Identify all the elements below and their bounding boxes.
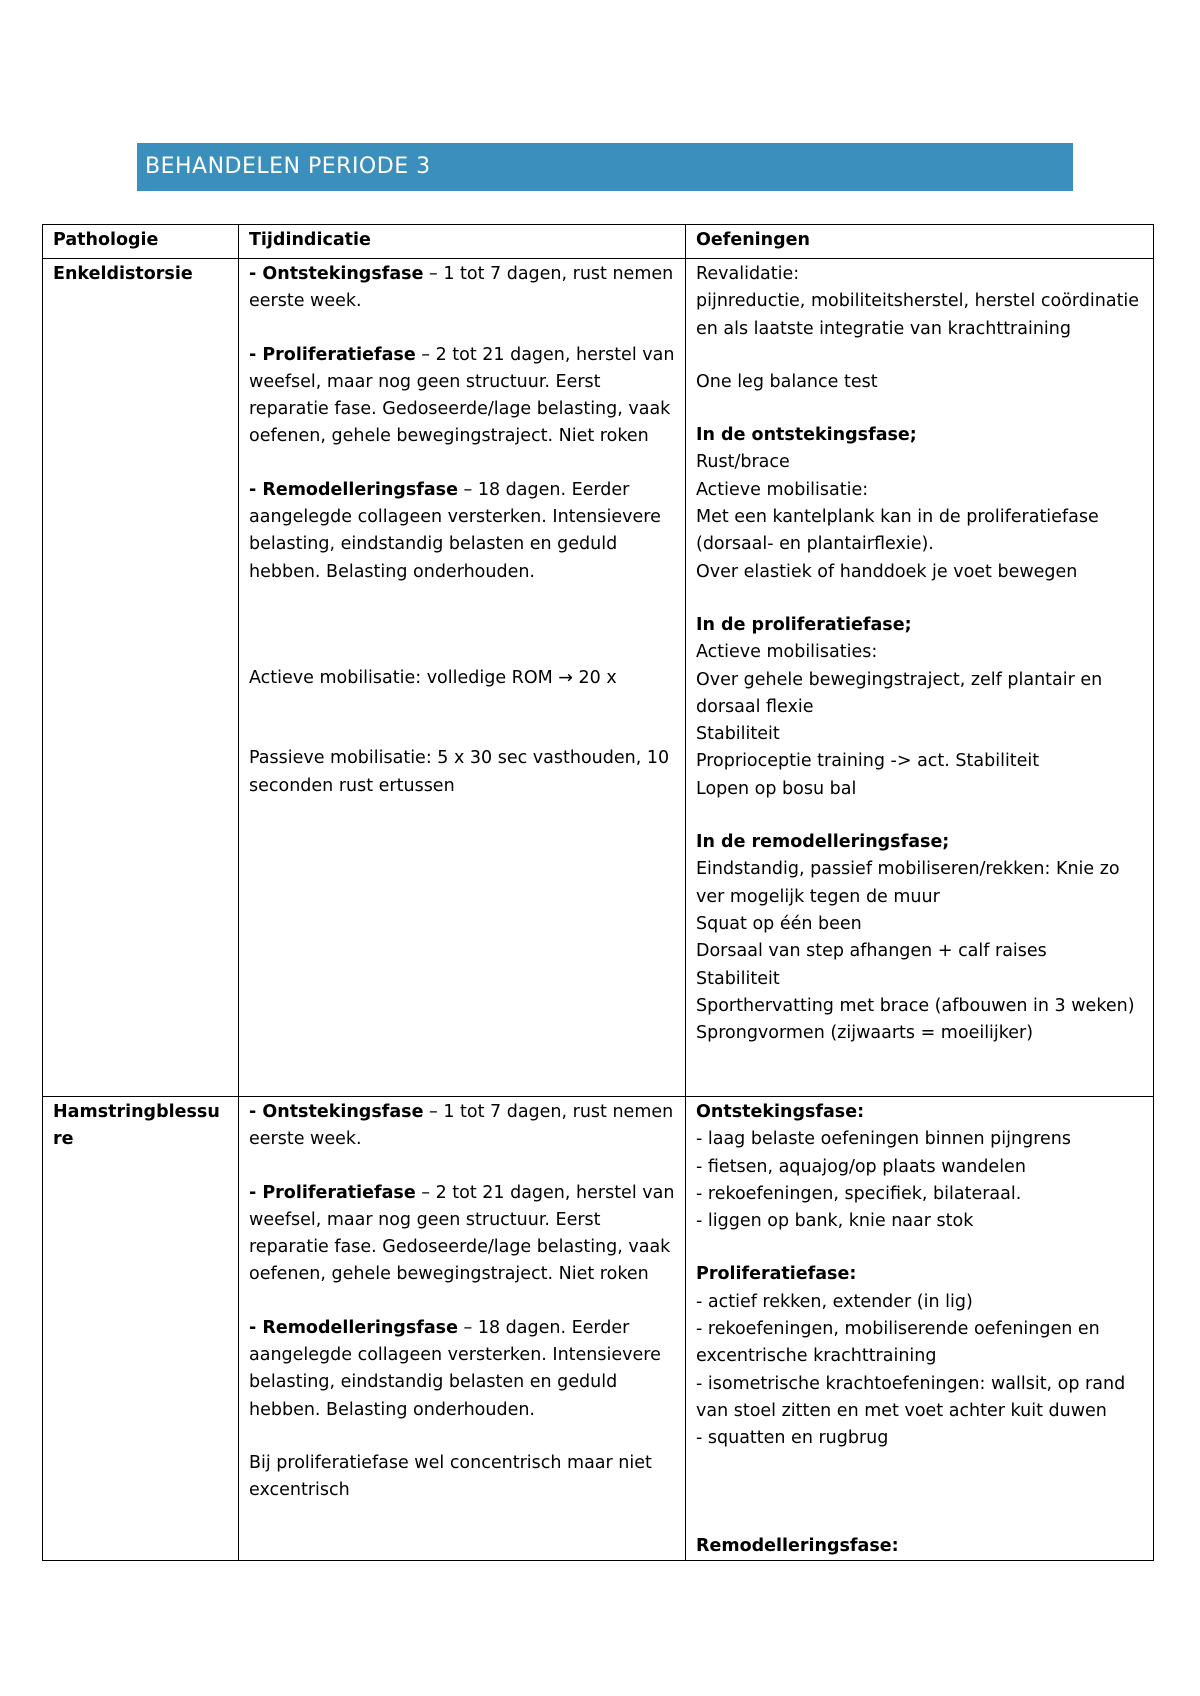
table-row: [43, 1097, 1154, 1561]
list-item: Over gehele bewegingstraject, zelf plantair en dorsaal flexie: [696, 669, 1103, 717]
phase-block: [249, 261, 675, 316]
list-item: Proprioceptie training -> act. Stabiliteit: [696, 751, 1040, 772]
list-item: Over elastiek of handdoek je voet bewegen: [696, 561, 1078, 582]
table-row: [43, 259, 1154, 1097]
section-heading: In de remodelleringsfase;: [696, 832, 950, 853]
table-header-row: [43, 225, 1154, 259]
phase-block: [249, 1180, 675, 1289]
section-heading: Remodelleringsfase:: [696, 1535, 899, 1556]
list-item: - rekoefeningen, mobiliserende oefeningen en excentrische krachttraining: [696, 1319, 1100, 1367]
list-item: Stabiliteit: [696, 968, 780, 989]
list-item: - rekoefeningen, specifiek, bilateraal.: [696, 1183, 1022, 1204]
title-bar: [137, 143, 1073, 191]
list-item: Stabiliteit: [696, 724, 780, 745]
section-heading: Ontstekingsfase:: [696, 1102, 865, 1122]
phase-note: Bij proliferatiefase wel concentrisch maar niet excentrisch: [249, 1452, 652, 1501]
phase-text: – 18 dagen. Eerder aangelegde collageen versterken. Intensievere belasting, eindstandig belasten en geduld hebben. Belasting onderhouden.: [249, 1317, 661, 1420]
list-item: - actief rekken, extender (in lig): [696, 1291, 973, 1312]
header-oefeningen: Oefeningen: [686, 225, 1154, 259]
list-item: Sprongvormen (zijwaarts = moeilijker): [696, 1023, 1034, 1044]
exercise-section: [696, 1099, 1143, 1235]
pathology-cell: [43, 259, 239, 1097]
list-item: - squatten en rugbrug: [696, 1428, 889, 1449]
phase-text: – 1 tot 7 dagen, rust nemen eerste week.: [249, 1102, 674, 1150]
phase-text: – 2 tot 21 dagen, herstel van weefsel, maar nog geen structuur. Eerst reparatie fase. Gedoseerde/lage belasting, vaak oefenen, gehele bewegingstraject. Niet roken: [249, 1182, 675, 1285]
phase-text: – 1 tot 7 dagen, rust nemen eerste week.: [249, 264, 674, 312]
section-heading: Proliferatiefase:: [696, 1264, 857, 1285]
list-item: Dorsaal van step afhangen + calf raises: [696, 941, 1047, 962]
active-mobilisation: Actieve mobilisatie: volledige ROM → 20 x: [249, 667, 617, 688]
balance-test: One leg balance test: [696, 371, 878, 392]
phase-text: – 2 tot 21 dagen, herstel van weefsel, maar nog geen structuur. Eerst reparatie fase. Gedoseerde/lage belasting, vaak oefenen, gehele bewegingstraject. Niet roken: [249, 344, 675, 447]
revalidatie-label: Revalidatie:: [696, 264, 800, 284]
phase-text: – 18 dagen. Eerder aangelegde collageen versterken. Intensievere belasting, eindstandig belasten en geduld hebben. Belasting onderhouden.: [249, 479, 661, 582]
exercise-section: [696, 1261, 1143, 1452]
page-title: BEHANDELEN PERIODE 3: [145, 154, 431, 179]
list-item: - isometrische krachtoefeningen: wallsit, op rand van stoel zitten en met voet achter kuit duwen: [696, 1373, 1126, 1421]
header-tijdindicatie: Tijdindicatie: [239, 225, 686, 259]
phase-name: - Proliferatiefase: [249, 344, 416, 365]
passive-mobilisation: Passieve mobilisatie: 5 x 30 sec vasthouden, 10 seconden rust ertussen: [249, 748, 670, 796]
header-pathologie: Pathologie: [43, 225, 239, 259]
list-item: Actieve mobilisaties:: [696, 642, 878, 663]
list-item: - liggen op bank, knie naar stok: [696, 1211, 974, 1232]
list-item: Rust/brace: [696, 452, 790, 473]
treatment-table: [42, 224, 1154, 1561]
time-indication-cell: [239, 1097, 686, 1561]
exercise-section: [696, 612, 1143, 803]
time-indication-cell: [239, 259, 686, 1097]
pathology-name: Enkeldistorsie: [53, 264, 193, 284]
list-item: Eindstandig, passief mobiliseren/rekken: Knie zo ver mogelijk tegen de muur: [696, 859, 1120, 907]
pathology-cell: [43, 1097, 239, 1561]
list-item: Met een kantelplank kan in de proliferatiefase (dorsaal- en plantairflexie).: [696, 507, 1099, 555]
phase-block: [249, 477, 675, 586]
phase-name: - Proliferatiefase: [249, 1182, 416, 1203]
phase-name: - Ontstekingsfase: [249, 264, 424, 284]
list-item: Squat op één been: [696, 913, 862, 934]
exercises-cell: [686, 1097, 1154, 1561]
list-item: - fietsen, aquajog/op plaats wandelen: [696, 1156, 1026, 1177]
exercise-section: [696, 422, 1143, 586]
list-item: Sporthervatting met brace (afbouwen in 3 weken): [696, 995, 1135, 1016]
phase-name: - Remodelleringsfase: [249, 1317, 458, 1338]
list-item: - laag belaste oefeningen binnen pijngrens: [696, 1129, 1071, 1150]
exercises-cell: [686, 259, 1154, 1097]
phase-name: - Ontstekingsfase: [249, 1102, 424, 1122]
revalidatie-block: [696, 261, 1143, 343]
phase-block: [249, 1099, 675, 1154]
phase-block: [249, 342, 675, 451]
revalidatie-text: pijnreductie, mobiliteitsherstel, herstel coördinatie en als laatste integratie van krachttraining: [696, 291, 1140, 339]
section-heading: In de proliferatiefase;: [696, 614, 912, 635]
phase-name: - Remodelleringsfase: [249, 479, 458, 500]
section-heading: In de ontstekingsfase;: [696, 425, 917, 446]
exercise-section: [696, 829, 1143, 1047]
list-item: Lopen op bosu bal: [696, 778, 857, 799]
list-item: Actieve mobilisatie:: [696, 479, 869, 500]
phase-block: [249, 1315, 675, 1424]
pathology-name: Hamstringblessure: [53, 1102, 220, 1150]
